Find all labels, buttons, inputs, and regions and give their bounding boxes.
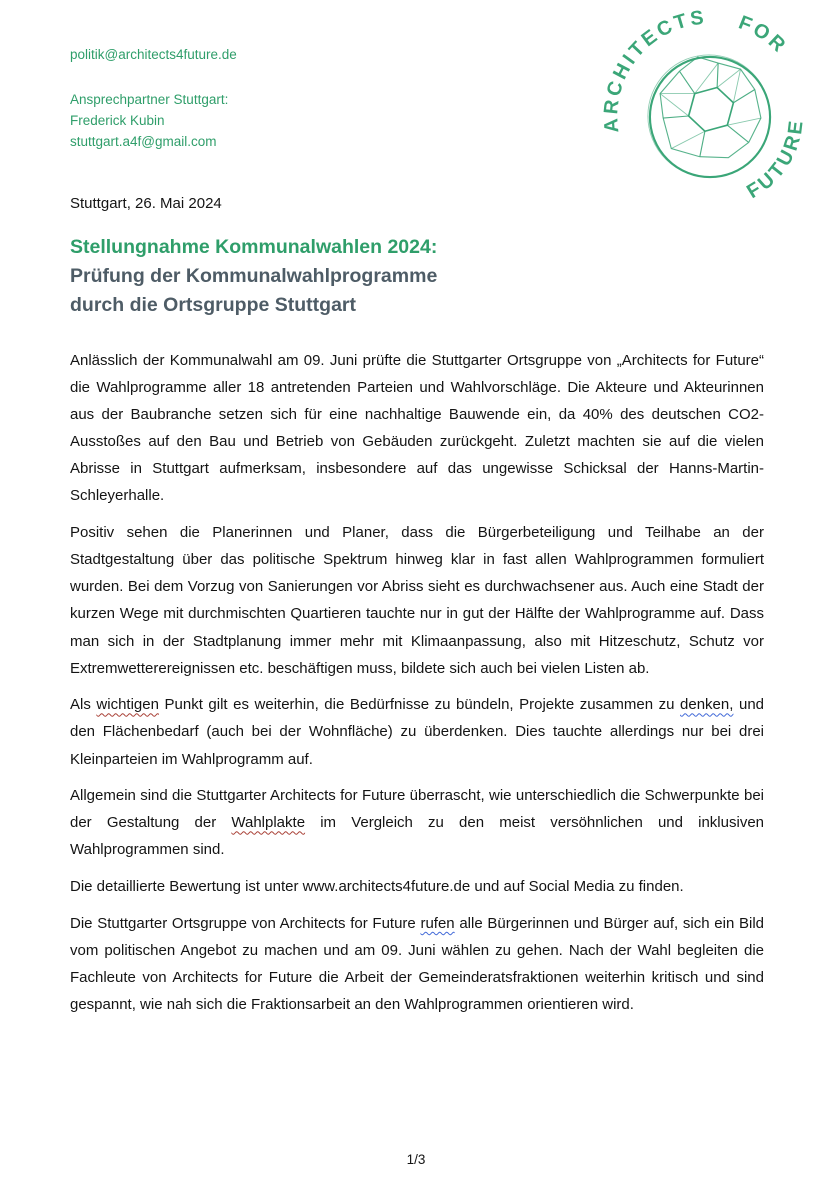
- spellcheck-marked-text: denken,: [680, 696, 734, 714]
- paragraph: [70, 782, 764, 863]
- text-run: Anlässlich der Kommunalwahl am 09. Juni prüfte die Stuttgarter Ortsgruppe von „Architects for Future“ die Wahlprogramme aller 18 antretenden Parteien und Wahlvorschläge. Die Akteure und Akteurinnen aus der Baubranche setzen sich für eine nachhaltige Bauwende ein, da 40% des deutschen CO2-Ausstoßes auf den Bau und Betrieb von Gebäuden zurückgeht. Zuletzt machten sie auf die vielen Abrisse in Stuttgart aufmerksam, insbesondere auf das ungewisse Schicksal der Hanns-Martin-Schleyerhalle.: [70, 352, 764, 505]
- paragraph: [70, 347, 764, 510]
- a4f-logo-graphic: [598, 4, 822, 228]
- paragraph: [70, 910, 764, 1018]
- contact-name: Frederick Kubin: [70, 113, 165, 128]
- date-line: Stuttgart, 26. Mai 2024: [70, 195, 222, 212]
- text-run: im Vergleich zu den meist versöhnlichen und inklusiven Wahlprogrammen sind.: [70, 814, 764, 859]
- paragraph: [70, 691, 764, 772]
- text-run: Als: [70, 696, 97, 714]
- paragraph: [70, 519, 764, 682]
- document-title: [70, 233, 437, 320]
- org-email-text: politik@architects4future.de: [70, 47, 237, 62]
- text-run: alle Bürgerinnen und Bürger auf, sich ein Bild vom politischen Angebot zu machen und am 09. Juni wählen zu gehen. Nach der Wahl begleiten die Fachleute von Architects for Future die Arbeit der Gemeinderatsfraktionen weiterhin kritisch und sind gespannt, wie nah sich die Fraktionsarbeit an den Wahlprogrammen orientieren wird.: [70, 914, 764, 1014]
- title-line-1: Stellungnahme Kommunalwahlen 2024:: [70, 236, 438, 258]
- text-run: Allgemein sind die Stuttgarter Architects for Future überrascht, wie unterschiedlich die Schwerpunkte bei der Gestaltung der: [70, 787, 764, 832]
- page-number: 1/3: [406, 1152, 426, 1167]
- text-run: Die detaillierte Bewertung ist unter www.architects4future.de und auf Social Media zu finden.: [70, 878, 684, 896]
- a4f-logo: [598, 4, 822, 228]
- logo-word-for: FOR: [735, 11, 792, 59]
- text-run: Punkt gilt es weiterhin, die Bedürfnisse zu bündeln, Projekte zusammen zu: [158, 696, 681, 714]
- spellcheck-marked-text: Wahlplakte: [231, 814, 306, 832]
- body-paragraphs: [70, 347, 764, 1028]
- logo-word-future: FUTURE: [743, 116, 808, 204]
- contact-block: [70, 89, 228, 152]
- paragraph: [70, 873, 764, 900]
- logo-word-architects: ARCHITECTS: [600, 6, 708, 134]
- globe-sketch-icon: [648, 55, 770, 177]
- contact-label: Ansprechpartner Stuttgart:: [70, 92, 229, 107]
- text-run: Positiv sehen die Planerinnen und Planer, dass die Bürgerbeteiligung und Teilhabe an der Stadtgestaltung über das politische Spektrum hinweg klar in fast allen Wahlprogrammen formuliert wurden. Bei dem Vorzug von Sanierungen vor Abriss sieht es durchwachsener aus. Auch eine Stadt der kurzen Wege mit durchmischten Quartieren tauchte nur in gut der Hälfte der Wahlprogramme auf. Dass man sich in der Stadtplanung immer mehr mit Klimaanpassung, also mit Hitzeschutz, Schutz vor Extremwetterereignissen etc. beschäftigen muss, bildete sich auch bei vielen Listen ab.: [70, 524, 764, 677]
- text-run: und den Flächenbedarf (auch bei der Wohnfläche) zu überdenken. Dies tauchte allerdings nur bei drei Kleinparteien im Wahlprogramm auf.: [70, 696, 765, 768]
- spellcheck-marked-text: wichtigen: [96, 696, 159, 714]
- title-line-3: durch die Ortsgruppe Stuttgart: [70, 294, 357, 316]
- svg-text:FOR: [735, 12, 791, 59]
- spellcheck-marked-text: rufen: [420, 914, 455, 932]
- svg-text:ARCHITECTS: [600, 6, 708, 133]
- contact-email-text: stuttgart.a4f@gmail.com: [70, 134, 217, 149]
- text-run: Die Stuttgarter Ortsgruppe von Architects for Future: [70, 914, 421, 932]
- title-line-2: Prüfung der Kommunalwahlprogramme: [70, 265, 438, 287]
